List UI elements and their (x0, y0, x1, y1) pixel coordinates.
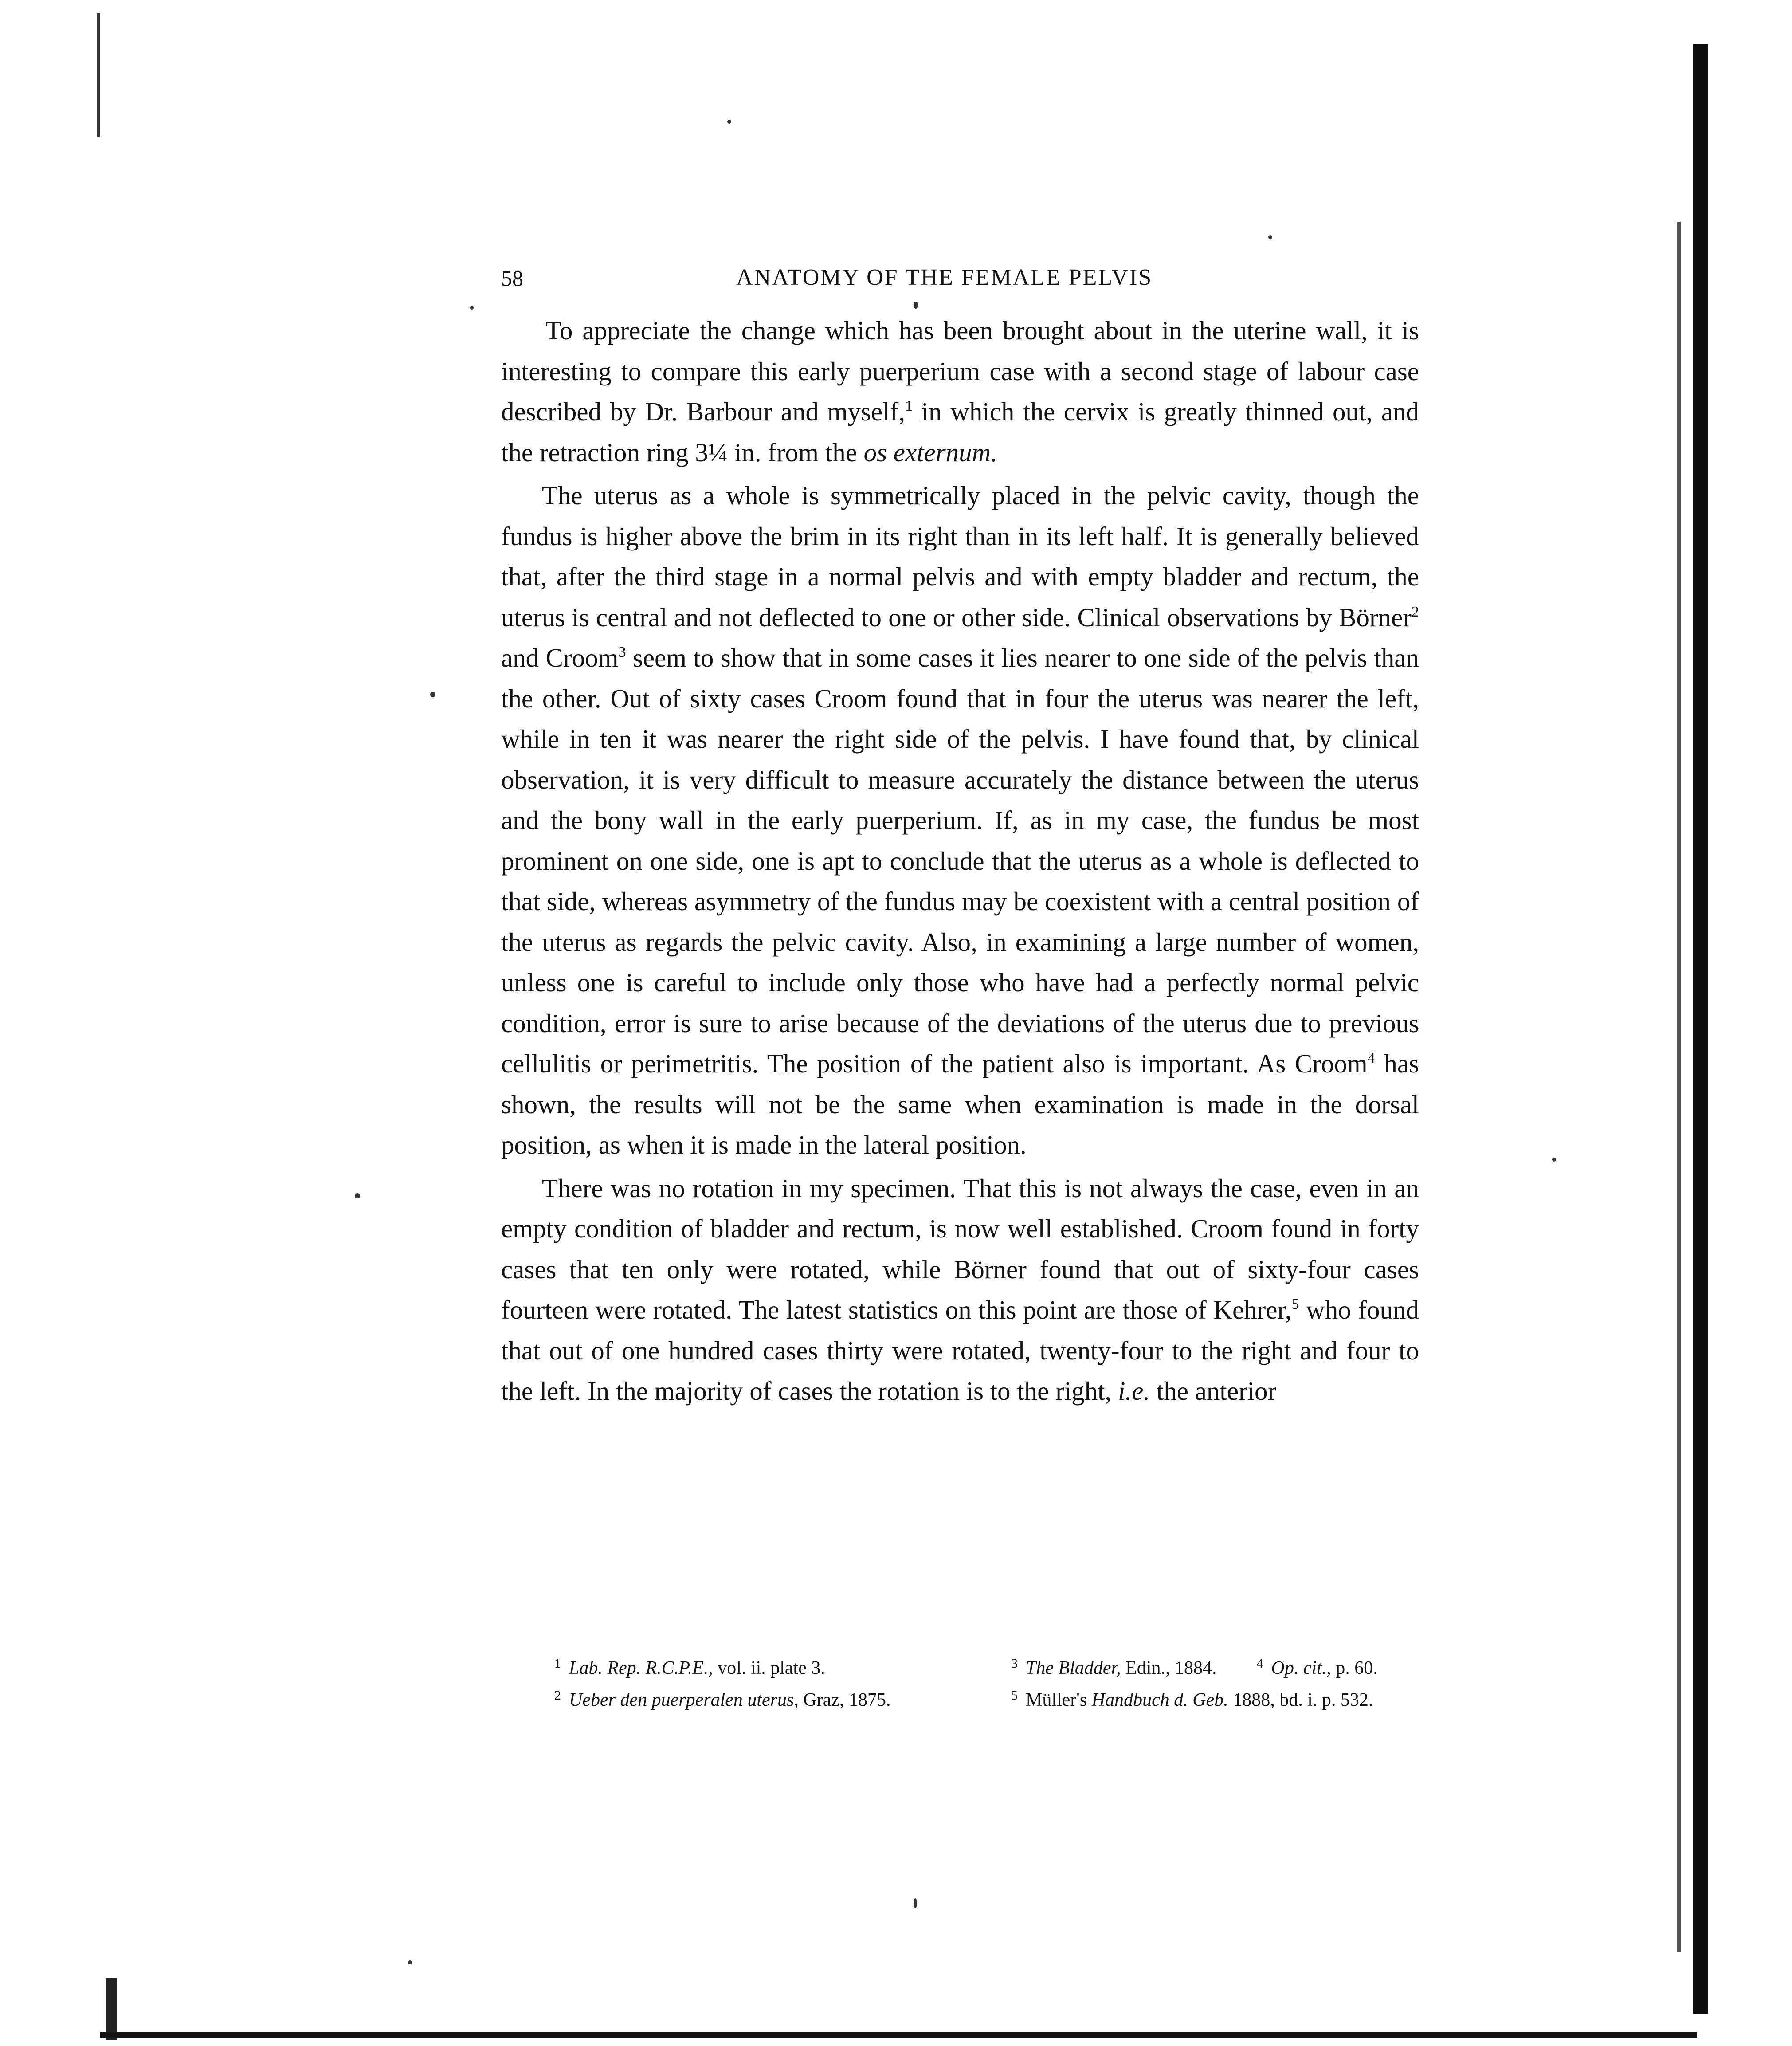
footnote-5 (962, 1682, 1441, 1714)
text-run: the anterior (1150, 1376, 1277, 1406)
scan-speck (727, 120, 731, 124)
paragraph-3 (501, 1168, 1419, 1412)
italic-run: i.e. (1118, 1376, 1150, 1406)
scan-speck (1268, 235, 1272, 239)
footnote-source: The Bladder, (1026, 1658, 1121, 1678)
scan-speck (470, 306, 474, 310)
body-text (501, 310, 1419, 1414)
text-run: who found that out of one hundred cases thirty were rotated, twenty-four to the right and four to the left. In the majority of cases the rotation is to the right, (501, 1295, 1419, 1406)
footnote-text: p. 60. (1331, 1658, 1378, 1678)
text-run: To appreciate the change which has been brought about in the uterine wall, it is interesting to compare this early puerperium case with a second stage of labour case described by Dr. Barbour and myself, (501, 316, 1419, 426)
scan-speck (408, 1960, 412, 1964)
footnote-text: Edin., 1884. (1121, 1658, 1217, 1678)
scan-speck (355, 1193, 360, 1198)
footnote-mark: 1 (554, 1656, 561, 1671)
footnote-ref: 2 (1412, 603, 1419, 620)
scan-edge-left (97, 13, 100, 137)
footnote-mark: 4 (1256, 1656, 1263, 1671)
footnote-author: Müller's (1026, 1690, 1092, 1710)
footnote-3-4 (962, 1650, 1441, 1682)
footnote-ref: 3 (618, 644, 626, 660)
footnote-text: 1888, bd. i. p. 532. (1228, 1690, 1373, 1710)
text-run: seem to show that in some cases it lies nearer to one side of the pelvis than the other. Out of sixty cases Croom found that in four the uterus was nearer the left, while in ten it was nearer the right side of the pelvis. I have found that, by clinical observation, it is very difficult to measure accurately the distance between the uterus and the bony wall in the early puerperium. If, as in my case, the fundus be most prominent on one side, one is apt to conclude that the uterus as a whole is deflected to that side, whereas asymmetry of the fundus may be coexistent with a central position of the uterus as regards the pelvic cavity. Also, in examining a large number of women, unless one is careful to include only those who have had a perfectly normal pelvic condition, error is sure to arise because of the deviations of the uterus due to previous cellulitis or perimetritis. The position of the patient also is important. As Croom (501, 643, 1419, 1078)
text-run: in which the cervix is greatly thinned out, and the retraction ring 3¼ in. from the (501, 397, 1419, 467)
footnote-source: Handbuch d. Geb. (1091, 1690, 1228, 1710)
footnote-row (501, 1650, 1441, 1682)
italic-run: os externum. (863, 437, 998, 467)
text-run: and Croom (501, 643, 619, 672)
footnote-source: Op. cit., (1271, 1658, 1331, 1678)
scan-speck (1552, 1158, 1556, 1162)
text-run: There was no rotation in my specimen. That this is not always the case, even in an empty condition of bladder and rectum, is now well established. Croom found in forty cases that ten only were rotated, while Börner found that out of sixty-four cases fourteen were rotated. The latest statistics on this point are those of Kehrer, (501, 1173, 1419, 1324)
scan-speck (430, 692, 435, 697)
footnote-2 (501, 1682, 962, 1714)
footnote-source: Ueber den puerperalen uterus, (569, 1690, 799, 1710)
scan-edge-bottom (100, 2032, 1697, 2038)
footnote-mark: 2 (554, 1688, 561, 1703)
text-run: has shown, the results will not be the same when examination is made in the dorsal position, as when it is made in the lateral position. (501, 1049, 1419, 1159)
footnote-ref: 1 (905, 398, 913, 414)
running-title: ANATOMY OF THE FEMALE PELVIS (736, 265, 1153, 290)
footnote-source: Lab. Rep. R.C.P.E., (569, 1658, 713, 1678)
text-run: The uterus as a whole is symmetrically placed in the pelvic cavity, though the fundus is higher above the brim in its right than in its left half. It is generally believed that, after the third stage in a normal pelvis and with empty bladder and rectum, the uterus is central and not deflected to one or other side. Clinical observations by Börner (501, 481, 1419, 632)
scan-edge-left-bottom (106, 1978, 117, 2040)
footnote-text: Graz, 1875. (798, 1690, 891, 1710)
paragraph-1 (501, 310, 1419, 473)
footnote-ref: 5 (1291, 1296, 1299, 1312)
footnote-4 (1256, 1658, 1377, 1678)
paragraph-2 (501, 475, 1419, 1166)
footnotes (501, 1650, 1441, 1714)
footnote-text: vol. ii. plate 3. (713, 1658, 825, 1678)
footnote-mark: 5 (1011, 1688, 1018, 1703)
scan-speck (914, 302, 918, 309)
footnote-1 (501, 1650, 962, 1682)
footnote-ref: 4 (1367, 1050, 1375, 1066)
scan-edge-right (1693, 44, 1708, 2014)
footnote-mark: 3 (1011, 1656, 1018, 1671)
scan-speck (914, 1898, 917, 1908)
footnote-row (501, 1682, 1441, 1714)
page-number: 58 (501, 266, 523, 291)
scan-edge-right-inner (1677, 222, 1681, 1952)
